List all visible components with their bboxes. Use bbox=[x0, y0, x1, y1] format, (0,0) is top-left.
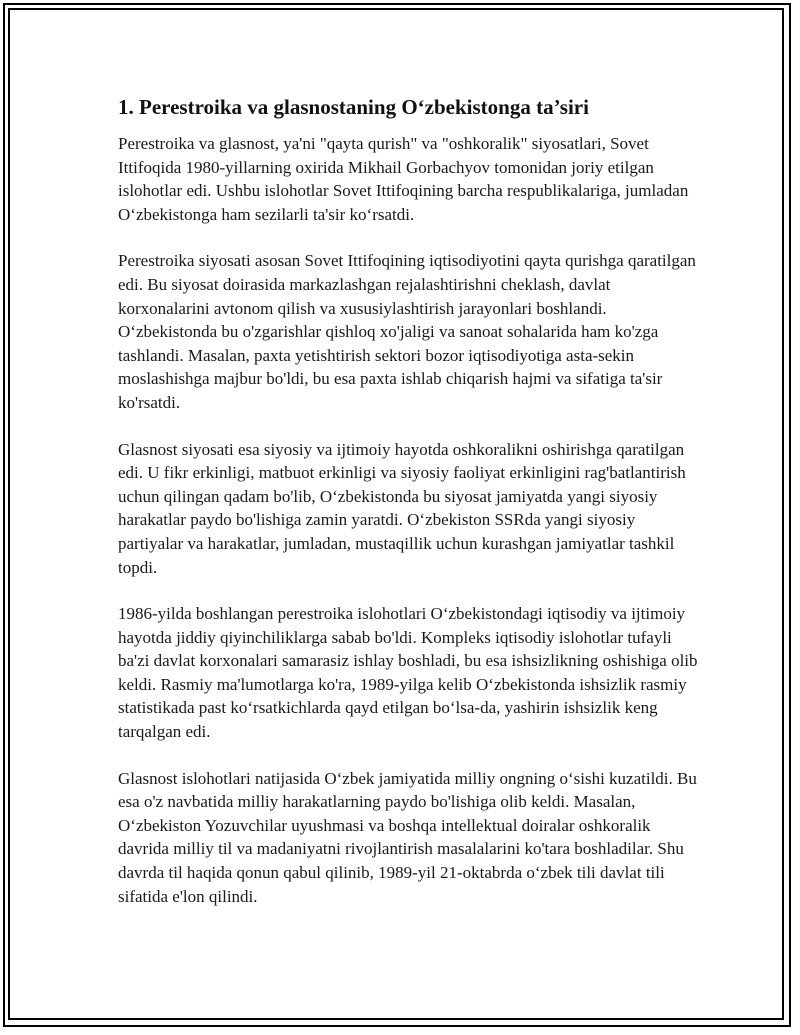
paragraph-3: Glasnost siyosati esa siyosiy va ijtimoiy hayotda oshkoralikni oshirishga qaratilgan edi. U fikr erkinligi, matbuot erkinligi va siyosiy faoliyat erkinligini rag'batlantirish uchun qilingan qadam bo'lib, O‘zbekistonda bu siyosat jamiyatda yangi siyosiy harakatlar paydo bo'lishiga zamin yaratdi. O‘zbekiston SSRda yangi siyosiy partiyalar va harakatlar, jumladan, mustaqillik uchun kurashgan jamiyatlar tashkil topdi. bbox=[118, 439, 686, 577]
document-body bbox=[118, 94, 698, 931]
paragraph-2: Perestroika siyosati asosan Sovet Ittifoqining iqtisodiyotini qayta qurishga qaratilgan edi. Bu siyosat doirasida markazlashgan rejalashtirishni cheklash, davlat korxonalarini avtonom qilish va xususiylashtirish jarayonlari boshlandi. O‘zbekistonda bu o'zgarishlar qishloq xo'jaligi va sanoat sohalarida ham ko'zga tashlandi. Masalan, paxta yetishtirish sektori bozor iqtisodiyotiga asta-sekin moslashishga majbur bo'ldi, bu esa paxta ishlab chiqarish hajmi va sifatiga ta'sir ko'rsatdi. bbox=[118, 251, 696, 412]
paragraph-4: 1986-yilda boshlangan perestroika islohotlari O‘zbekistondagi iqtisodiy va ijtimoiy hayotda jiddiy qiyinchiliklarga sabab bo'ldi. Kompleks iqtisodiy islohotlar tufayli ba'zi davlat korxonalari samarasiz ishlay boshladi, bu esa ishsizlikning oshishiga olib keldi. Rasmiy ma'lumotlarga ko'ra, 1989-yilga kelib O‘zbekistonda ishsizlik rasmiy statistikada past ko‘rsatkichlarda qayd etilgan bo‘lsa-da, yashirin ishsizlik keng tarqalgan edi. bbox=[118, 604, 698, 742]
paragraph-1: Perestroika va glasnost, ya'ni "qayta qurish" va "oshkoralik" siyosatlari, Sovet Ittifoqida 1980-yillarning oxirida Mikhail Gorbachyov tomonidan joriy etilgan islohotlar edi. Ushbu islohotlar Sovet Ittifoqining barcha respublikalariga, jumladan O‘zbekistonga ham sezilarli ta'sir ko‘rsatdi. bbox=[118, 134, 689, 224]
section-heading: 1. Perestroika va glasnostaning O‘zbekistonga ta’siri bbox=[118, 95, 589, 119]
paragraph-5: Glasnost islohotlari natijasida O‘zbek jamiyatida milliy ongning o‘sishi kuzatildi. Bu esa o'z navbatida milliy harakatlarning paydo bo'lishiga olib keldi. Masalan, O‘zbekiston Yozuvchilar uyushmasi va boshqa intellektual doiralar oshkoralik davrida milliy til va madaniyatni rivojlantirish masalalarini ko'tara boshladilar. Shu davrda til haqida qonun qabul qilinib, 1989-yil 21-oktabrda o‘zbek tili davlat tili sifatida e'lon qilindi. bbox=[118, 768, 697, 906]
